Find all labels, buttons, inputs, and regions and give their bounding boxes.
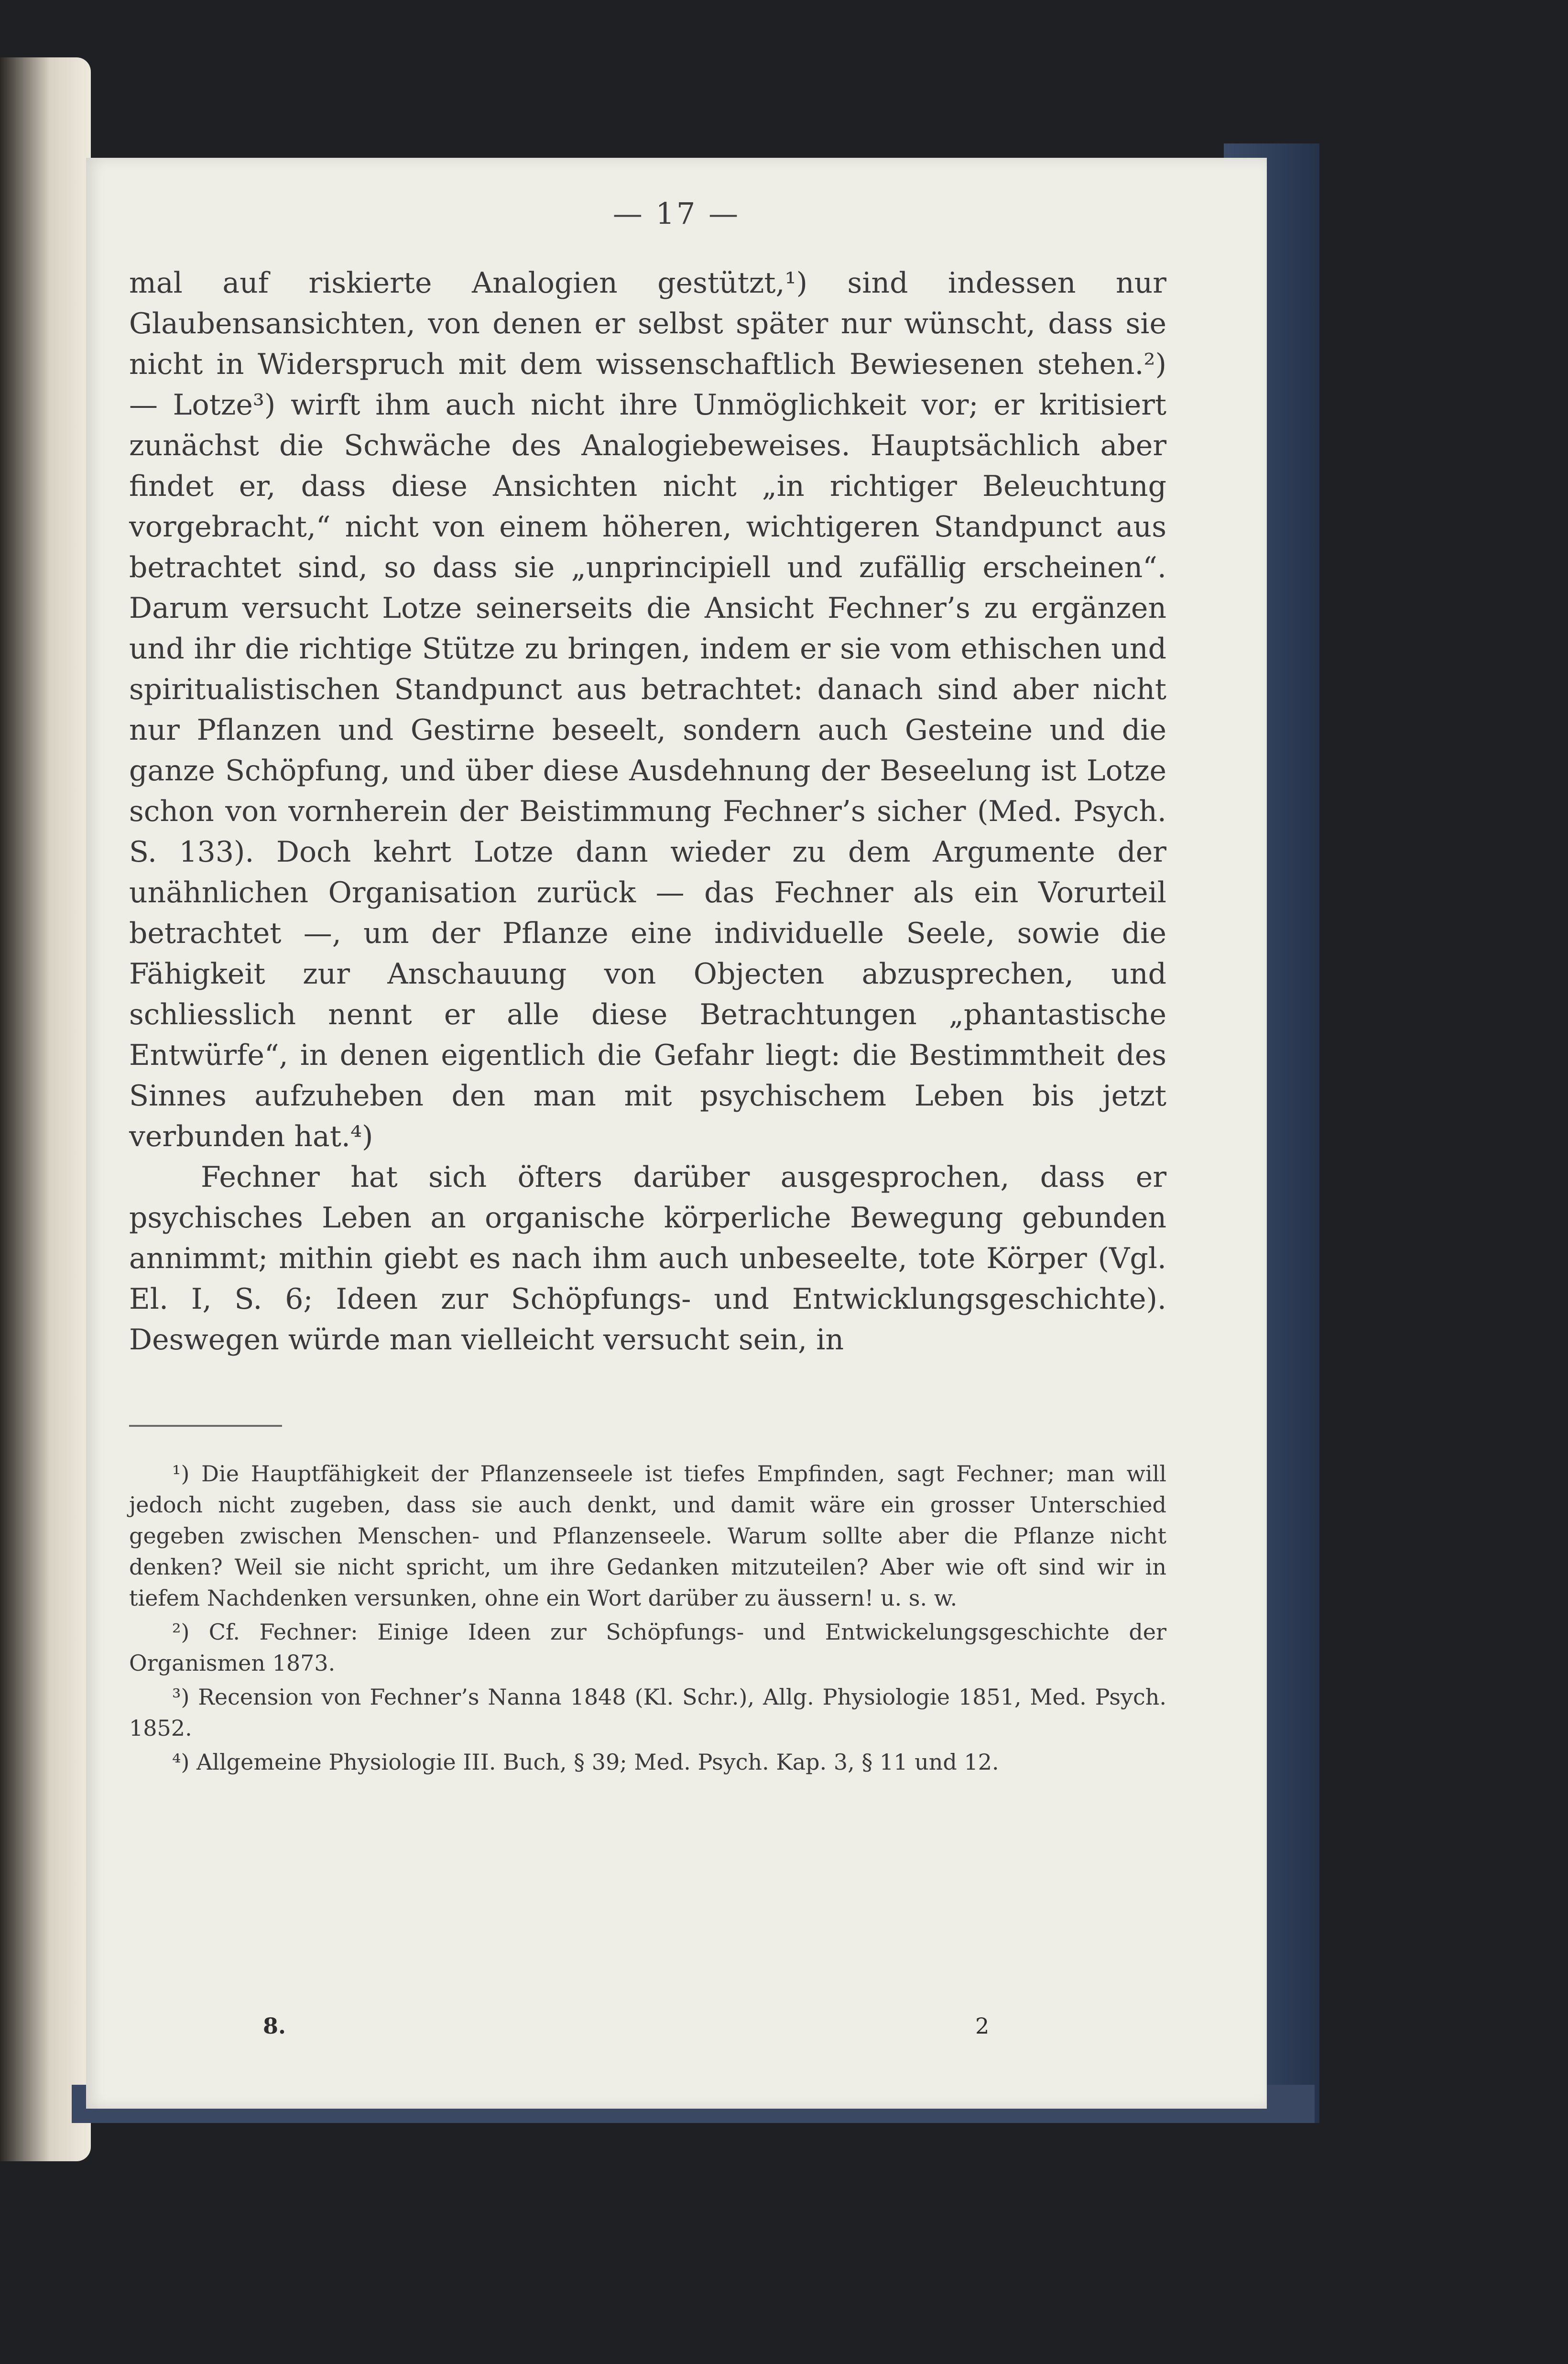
book-page xyxy=(86,158,1267,2109)
footnote-divider xyxy=(129,1425,282,1427)
main-text xyxy=(129,263,1166,1360)
footnote-4: ⁴) Allgemeine Physiologie III. Buch, § 39; Med. Psych. Kap. 3, § 11 und 12. xyxy=(172,1749,999,1775)
paragraph-2: Fechner hat sich öfters darüber ausgesprochen, dass er psychisches Leben an organische körperliche Bewegung gebunden annimmt; mithin giebt es nach ihm auch unbeseelte, tote Körper (Vgl. El. I, S. 6; Ideen zur Schöpfungs- und Entwicklungsgeschichte). Deswegen würde man vielleicht versucht sein, in xyxy=(129,1160,1166,1357)
footnote-3: ³) Recension von Fechner’s Nanna 1848 (Kl. Schr.), Allg. Physiologie 1851, Med. Psych. 1852. xyxy=(129,1684,1166,1741)
footnotes xyxy=(129,1458,1166,1781)
paragraph-1: mal auf riskierte Analogien gestützt,¹) sind indessen nur Glaubensansichten, von denen er selbst später nur wünscht, dass sie nicht in Widerspruch mit dem wissenschaftlich Bewiesenen stehen.²) — Lotze³) wirft ihm auch nicht ihre Unmöglichkeit vor; er kritisiert zunächst die Schwäche des Analogiebeweises. Hauptsächlich aber findet er, dass diese Ansichten nicht „in richtiger Beleuchtung vorgebracht,“ nicht von einem höheren, wichtigeren Standpunct aus betrachtet sind, so dass sie „unprincipiell und zufällig erscheinen“. Darum versucht Lotze seinerseits die Ansicht Fechner’s zu ergänzen und ihr die richtige Stütze zu bringen, indem er sie vom ethischen und spiritualistischen Standpunct aus betrachtet: danach sind aber nicht nur Pflanzen und Gestirne beseelt, sondern auch Gesteine und die ganze Schöpfung, und über diese Ausdehnung der Beseelung ist Lotze schon von vornherein der Beistimmung Fechner’s sicher (Med. Psych. S. 133). Doch kehrt Lotze dann wieder zu dem Argumente der unähnlichen Organisation zurück — das Fechner als ein Vorurteil betrachtet —, um der Pflanze eine individuelle Seele, sowie die Fähigkeit zur Anschauung von Objecten abzusprechen, und schliesslich nennt er alle diese Betrachtungen „phantastische Entwürfe“, in denen eigentlich die Gefahr liegt: die Bestimmtheit des Sinnes aufzuheben den man mit psychischem Leben bis jetzt verbunden hat.⁴) xyxy=(129,266,1166,1153)
footnote-2: ²) Cf. Fechner: Einige Ideen zur Schöpfungs- und Entwickelungsgeschichte der Organismen 1873. xyxy=(129,1619,1166,1676)
left-page-edge xyxy=(0,57,91,2161)
page-number: — 17 — xyxy=(612,196,740,231)
sheet-number: 2 xyxy=(975,2013,990,2039)
signature-mark: 8. xyxy=(263,2013,286,2039)
footnote-1: ¹) Die Hauptfähigkeit der Pflanzenseele ist tiefes Empfinden, sagt Fechner; man will jedoch nicht zugeben, dass sie auch denkt, und damit wäre ein grosser Unterschied gegeben zwischen Menschen- und Pflanzenseele. Warum sollte aber die Pflanze nicht denken? Weil sie nicht spricht, um ihre Gedanken mitzuteilen? Aber wie oft sind wir in tiefem Nachdenken versunken, ohne ein Wort darüber zu äussern! u. s. w. xyxy=(129,1461,1166,1611)
